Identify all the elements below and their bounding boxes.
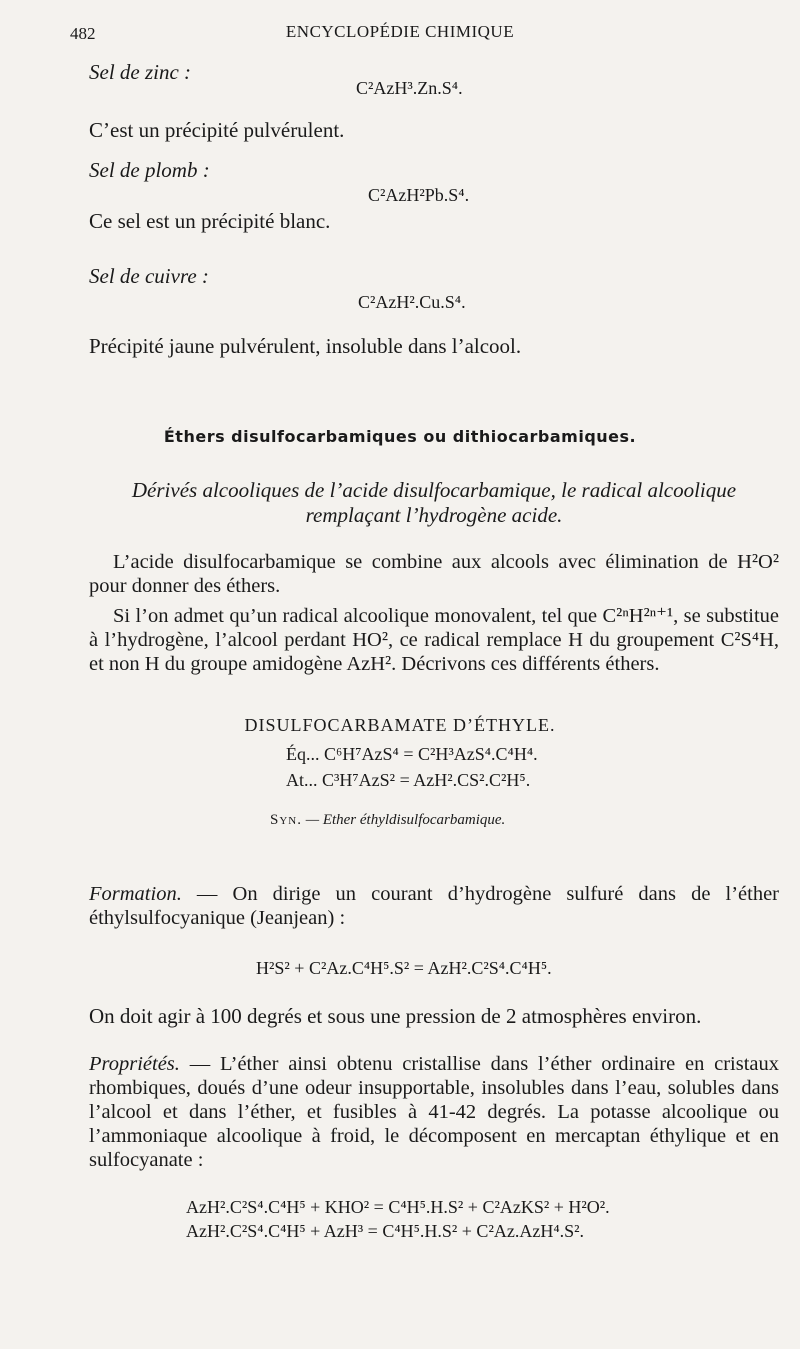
synonym-line [270, 812, 505, 829]
subheading-line-2: remplaçant l’hydrogène acide. [305, 503, 563, 527]
synonym-label: Syn. [270, 812, 302, 828]
copper-salt-formula: C²AzH².Cu.S⁴. [358, 292, 466, 312]
atomic-formula: At... C³H⁷AzS² = AzH².CS².C²H⁵. [286, 770, 531, 790]
paragraph-1: L’acide disulfocarbamique se combine aux alcools avec élimination de H²O² pour donner des éthers. [89, 551, 779, 597]
zinc-salt-label: Sel de zinc : [89, 60, 192, 84]
subheading [89, 478, 779, 528]
equivalent-formula: Éq... C⁶H⁷AzS⁴ = C²H³AzS⁴.C⁴H⁴. [286, 744, 538, 764]
paragraph-2: Si l’on admet qu’un radical alcoolique monovalent, tel que C²ⁿH²ⁿ⁺¹, se substitue à l’hydrogène, l’alcool perdant HO², ce radical remplace H du groupement C²S⁴H, et non H du groupe amidogène AzH². Décrivons ces différents éthers. [89, 605, 779, 675]
lead-salt-note: Ce sel est un précipité blanc. [89, 209, 331, 233]
synonym-text: — Ether éthyldisulfocarbamique. [305, 812, 506, 828]
page-number: 482 [70, 24, 96, 43]
properties-text: — L’éther ainsi obtenu cristallise dans l’éther ordinaire en cristaux rhombiques, doués d’une odeur insupportable, insolubles dans l’eau, solubles dans l’alcool et dans l’éther, et fusibles à 41-42 degrés. La potasse alcoolique ou l’ammoniaque alcoolique à froid, le décomposent en mercaptan éthylique et en sulfocyanate : [89, 1053, 780, 1171]
section-heading: Éthers disulfocarbamiques ou dithiocarbamiques. [163, 427, 637, 446]
formation-label: Formation. [89, 883, 182, 905]
subheading-line-1: Dérivés alcooliques de l’acide disulfocarbamique, le radical alcoolique [131, 478, 737, 502]
running-title: ENCYCLOPÉDIE CHIMIQUE [285, 22, 515, 41]
copper-salt-label: Sel de cuivre : [89, 264, 209, 288]
lead-salt-label: Sel de plomb : [89, 158, 210, 182]
properties-paragraph [89, 1052, 779, 1172]
decomposition-equation-2: AzH².C²S⁴.C⁴H⁵ + AzH³ = C⁴H⁵.H.S² + C²Az.AzH⁴.S². [186, 1221, 584, 1241]
properties-label: Propriétés. [89, 1053, 180, 1075]
formation-equation: H²S² + C²Az.C⁴H⁵.S² = AzH².C²S⁴.C⁴H⁵. [256, 958, 552, 978]
formation-condition: On doit agir à 100 degrés et sous une pression de 2 atmosphères environ. [89, 1004, 702, 1028]
copper-salt-note: Précipité jaune pulvérulent, insoluble dans l’alcool. [89, 334, 522, 358]
formation-paragraph [89, 882, 779, 930]
lead-salt-formula: C²AzH²Pb.S⁴. [368, 185, 470, 205]
formation-text: — On dirige un courant d’hydrogène sulfuré dans de l’éther éthylsulfocyanique (Jeanjean) : [89, 883, 779, 929]
compound-title: DISULFOCARBAMATE D’ÉTHYLE. [244, 715, 556, 735]
zinc-salt-note: C’est un précipité pulvérulent. [89, 118, 345, 142]
zinc-salt-formula: C²AzH³.Zn.S⁴. [356, 78, 463, 98]
decomposition-equation-1: AzH².C²S⁴.C⁴H⁵ + KHO² = C⁴H⁵.H.S² + C²AzKS² + H²O². [186, 1197, 610, 1217]
